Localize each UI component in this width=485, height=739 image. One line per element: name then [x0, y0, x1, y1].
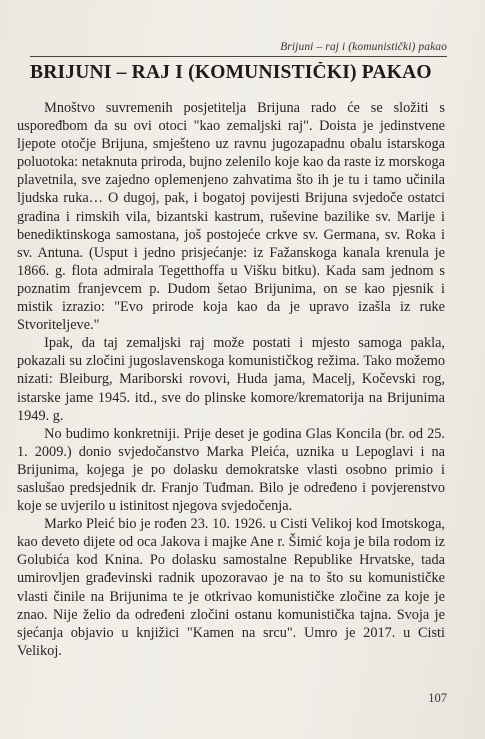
- header-rule: [30, 56, 447, 57]
- chapter-title: BRIJUNI – RAJ I (KOMUNISTIČKI) PAKAO: [30, 62, 432, 83]
- paragraph: Ipak, da taj zemaljski raj može postati i mjesto samoga pakla, pokazali su zločini jugoslavenskoga komunističkog režima. Tako možemo nizati: Bleiburg, Mariborski rovovi, Huda jama, Macelj, Kočevski rog, istarske jame 1945. itd., sve do plinske komore/krematorija na Brijunima 1949. g.: [17, 335, 445, 424]
- running-head: Brijuni – raj i (komunistički) pakao: [280, 41, 447, 53]
- paragraph: No budimo konkretniji. Prije deset je godina Glas Koncila (br. od 25. 1. 2009.) donio svjedočanstvo Marka Pleića, uznika u Lepoglavi i na Brijunima, kojega je po dolasku demokratske vlasti osobno primio i saslušao predsjednik dr. Franjo Tuđman. Bilo je određeno i povjerenstvo koje se uvjerilo u istinitost njegova svjedočenja.: [17, 425, 445, 515]
- page-number: 107: [428, 691, 447, 705]
- body-text: [17, 99, 445, 660]
- paragraph: Mnoštvo suvremenih posjetitelja Brijuna rado će se složiti s uspoređbom da su ovi otoci "kao zemaljski raj". Doista je jedinstvene ljepote otočje Brijuna, smješteno uz ravnu jugozapadnu obalu istarskoga poluotoka: netaknuta priroda, bujno zelenilo koje kao da raste iz morskoga plavetnila, sve zajedno oplemenjeno zahvatima što ih je tu i tamo učinila ljudska ruka… O dugoj, pak, i bogatoj povijesti Brijuna svjedoče ostatci gradina i rimskih vila, bizantski kastrum, ruševine bazilike sv. Marije i benediktinskoga samostana, još postojeće crkve sv. Germana, sv. Roka i sv. Antuna. (Usput i jedno prisjećanje: iz Fažanskoga kanala krenula je 1866. g. flota admirala Tegetthoffa u Višku bitku). Kada sam jednom s poznatim franjevcem p. Dudom šetao Brijunima, on se kao pjesnik i mistik izrazio: "Evo prirode koja kao da je upravo izašla iz ruke Stvoriteljeve.": [17, 100, 445, 334]
- paragraph: Marko Pleić bio je rođen 23. 10. 1926. u Cisti Velikoj kod Imotskoga, kao deveto dijete od oca Jakova i majke Ane r. Šimić koja je bila rodom iz Golubića kod Knina. Po dolasku samostalne Republike Hrvatske, tada umirovljen građevinski radnik upozoravao je na to što su komunističke vlasti činile na Brijunima te je otkrivao komunističke zločine za koje je znao. Nije želio da određeni zločini ostanu komunistička tajna. Svoja je sjećanja objavio u knjižici "Kamen na srcu". Umro je 2017. u Cisti Velikoj.: [17, 516, 445, 659]
